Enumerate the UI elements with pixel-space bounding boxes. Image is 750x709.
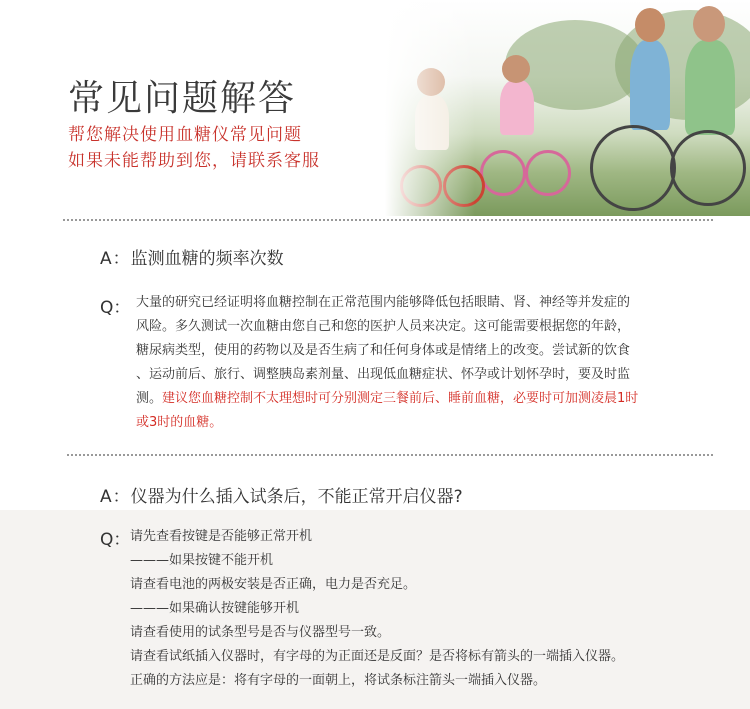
question-text: 监测血糖的频率次数 — [130, 249, 284, 269]
faq-answer-1 — [136, 291, 696, 435]
girl-figure — [500, 80, 534, 135]
question-label: A： — [100, 487, 131, 507]
answer-line: 、运动前后、旅行、调整胰岛素剂量、出现低血糖症状、怀孕或计划怀孕时，要及时监 — [136, 367, 631, 382]
answer-line: 大量的研究已经证明将血糖控制在正常范围内能够降低包括眼睛、肾、神经等并发症的 — [136, 295, 631, 310]
answer-line: 请先查看按键是否能够正常开机 — [130, 529, 313, 544]
question-label: A： — [100, 249, 131, 269]
highlight-recommendation: 或3时的血糖。 — [136, 415, 223, 430]
answer-line: 请查看使用的试条型号是否与仪器型号一致。 — [130, 625, 391, 640]
mother-figure — [630, 40, 670, 130]
mother-head — [635, 8, 665, 42]
bicycle-wheel — [670, 130, 746, 206]
question-text: 仪器为什么插入试条后，不能正常开启仪器? — [130, 487, 463, 507]
answer-line: ———如果按键不能开机 — [130, 553, 274, 568]
answer-line: 风险。多久测试一次血糖由您自己和您的医护人员来决定。这可能需要根据您的年龄， — [136, 319, 631, 334]
answer-line: 请查看电池的两极安装是否正确，电力是否充足。 — [130, 577, 417, 592]
bicycle-wheel — [480, 150, 526, 196]
answer-line: 请查看试纸插入仪器时，有字母的为正面还是反面？是否将标有箭头的一端插入仪器。 — [130, 649, 625, 664]
dotted-divider — [63, 219, 713, 221]
dotted-divider — [67, 454, 713, 456]
answer-line: 糖尿病类型，使用的药物以及是否生病了和任何身体或是情绪上的改变。尝试新的饮食 — [136, 343, 631, 358]
answer-line: ———如果确认按键能够开机 — [130, 601, 300, 616]
girl-head — [502, 55, 530, 83]
answer-line: 正确的方法应是：将有字母的一面朝上，将试条标注箭头一端插入仪器。 — [130, 673, 547, 688]
faq-question-2 — [100, 482, 463, 507]
bicycle-wheel — [525, 150, 571, 196]
answer-label: Q： — [100, 530, 131, 550]
answer-text: 测。 — [136, 391, 163, 406]
father-figure — [685, 40, 735, 135]
page-title: 常见问题解答 — [68, 78, 297, 119]
highlight-recommendation: 建议您血糖控制不太理想时可分别测定三餐前后、睡前血糖，必要时可加测凌晨1时 — [162, 391, 639, 406]
photo-fade — [385, 0, 475, 216]
subtitle-line-2: 如果未能帮助到您，请联系客服 — [68, 151, 320, 171]
family-bicycle-photo — [385, 0, 750, 216]
answer-line — [136, 387, 696, 411]
faq-question-1 — [100, 244, 284, 269]
answer-label: Q： — [100, 298, 131, 318]
subtitle-line-1: 帮您解决使用血糖仪常见问题 — [68, 125, 302, 145]
bicycle-wheel — [590, 125, 676, 211]
father-head — [693, 6, 725, 42]
faq-answer-2 — [130, 525, 730, 693]
